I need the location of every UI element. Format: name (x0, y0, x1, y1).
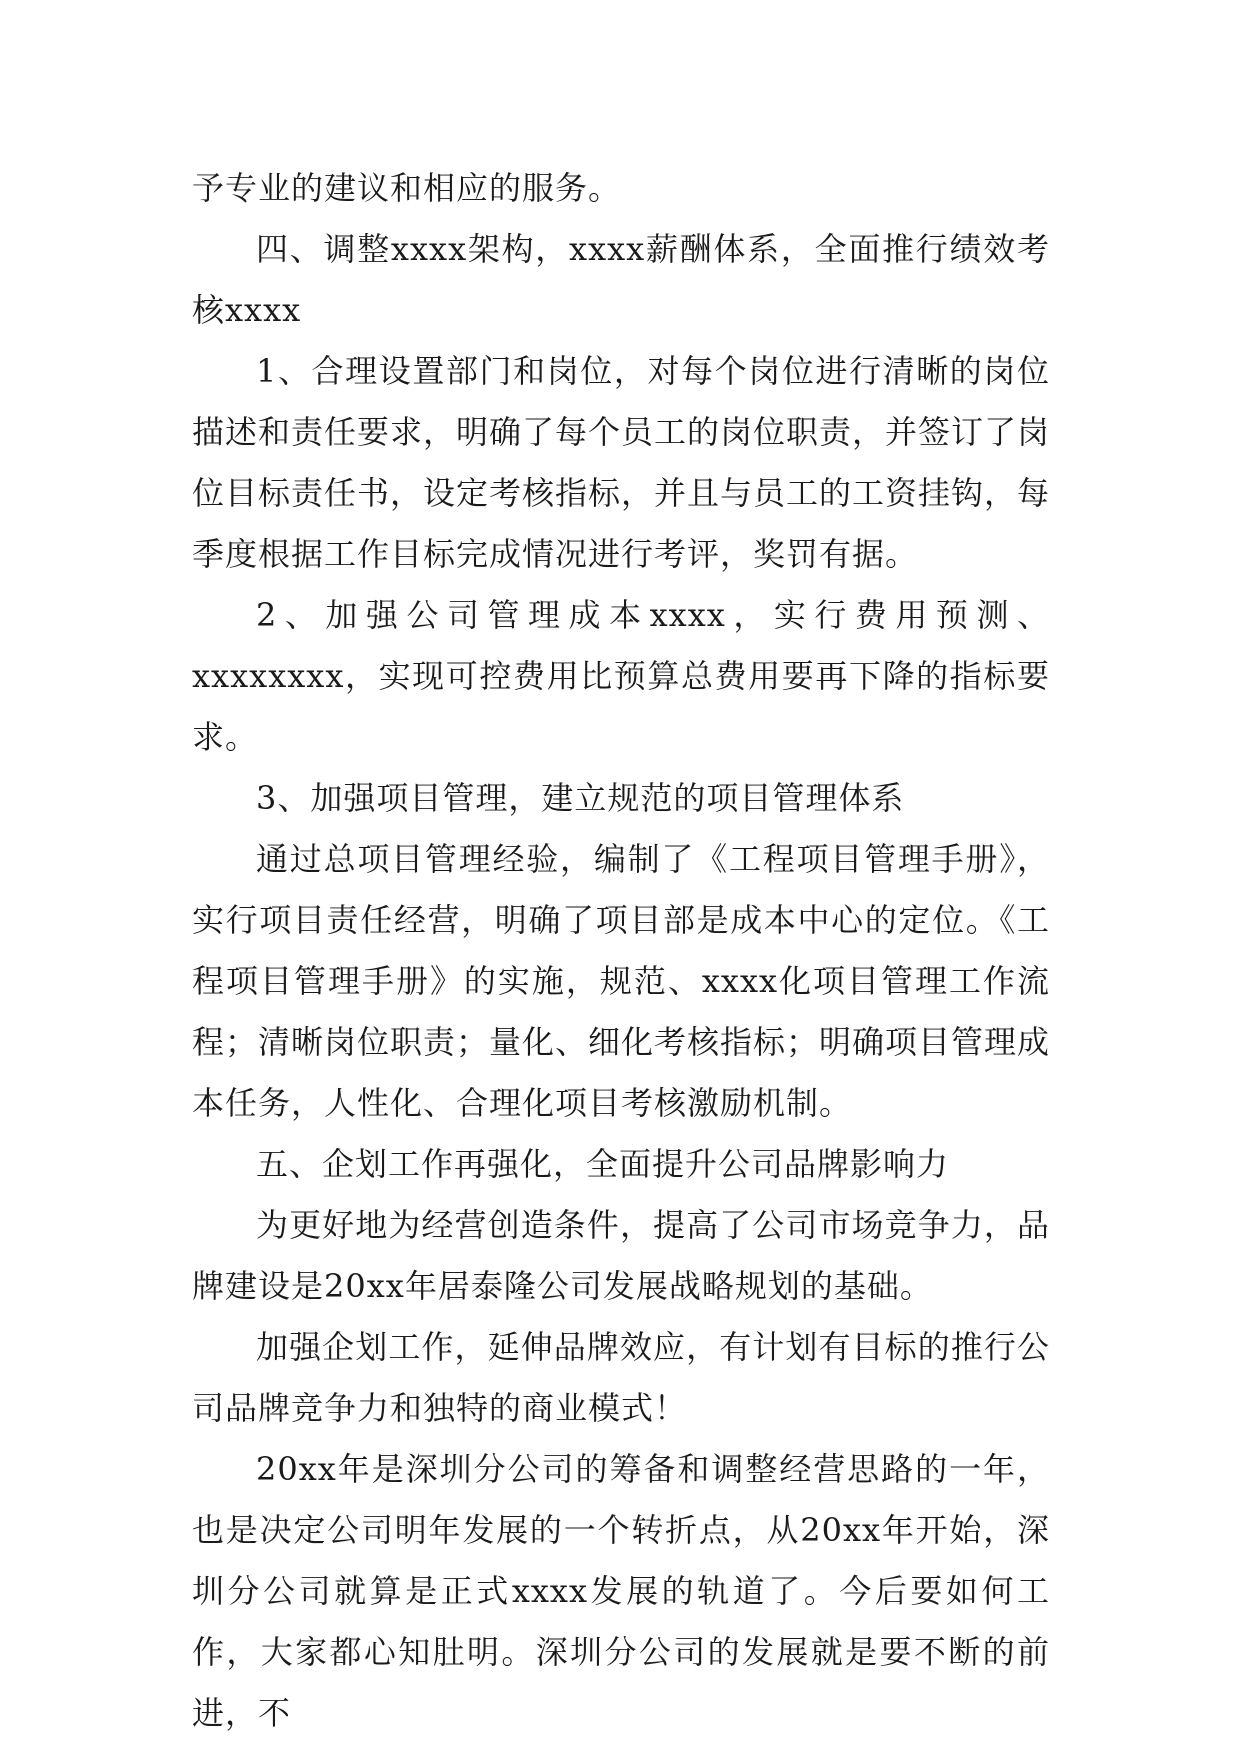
paragraph-brand-building: 为更好地为经营创造条件，提高了公司市场竞争力，品牌建设是20xx年居泰隆公司发展战略规划的基础。 (192, 1206, 1050, 1305)
paragraph-project-manual: 通过总项目管理经验，编制了《工程项目管理手册》，实行项目责任经营，明确了项目部是成本中心的定位。《工程项目管理手册》的实施，规范、xxxx化项目管理工作流程；清晰岗位职责；量化、细化考核指标；明确项目管理成本任务，人性化、合理化项目考核激励机制。 (192, 840, 1051, 1122)
section-heading-5: 五、企划工作再强化，全面提升公司品牌影响力 (256, 1145, 950, 1183)
paragraph-planning: 加强企划工作，延伸品牌效应，有计划有目标的推行公司品牌竞争力和独特的商业模式！ (192, 1328, 1050, 1427)
section-heading-4: 四、调整xxxx架构，xxxx薪酬体系，全面推行绩效考核xxxx (192, 230, 1050, 329)
paragraph-item-2: 2、加强公司管理成本xxxx，实行费用预测、xxxxxxxx，实现可控费用比预算总费用要再下降的指标要求。 (192, 596, 1050, 756)
paragraph-shenzhen-branch: 20xx年是深圳分公司的筹备和调整经营思路的一年，也是决定公司明年发展的一个转折点，从20xx年开始，深圳分公司就算是正式xxxx发展的轨道了。今后要如何工作，大家都心知肚明。深圳分公司的发展就是要不断的前进，不 (192, 1450, 1050, 1732)
paragraph-item-3: 3、加强项目管理，建立规范的项目管理体系 (256, 779, 905, 817)
paragraph-item-1: 1、合理设置部门和岗位，对每个岗位进行清晰的岗位描述和责任要求，明确了每个员工的岗位职责，并签订了岗位目标责任书，设定考核指标，并且与员工的工资挂钩，每季度根据工作目标完成情况进行考评，奖罚有据。 (192, 352, 1051, 573)
document-body (192, 158, 1050, 1744)
paragraph-continuation: 予专业的建议和相应的服务。 (192, 169, 622, 207)
